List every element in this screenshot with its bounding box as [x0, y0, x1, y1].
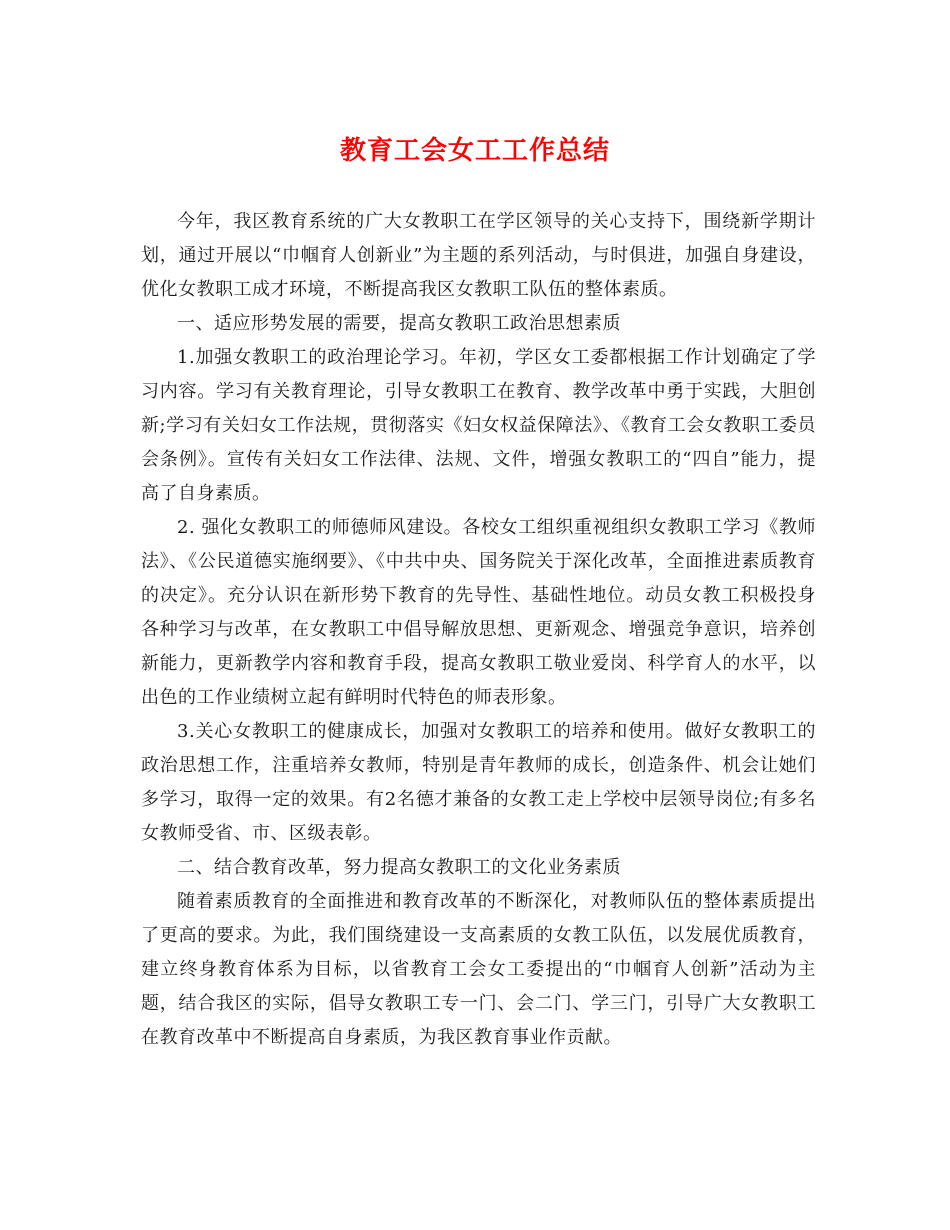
paragraph-intro: 今年，我区教育系统的广大女教职工在学区领导的关心支持下，围绕新学期计划，通过开展以“巾帼育人创新业”为主题的系列活动，与时俱进，加强自身建设，优化女教职工成才环境，不断提高我区女教职工队伍的整体素质。 — [141, 211, 816, 300]
paragraph-section-2: 随着素质教育的全面推进和教育改革的不断深化，对教师队伍的整体素质提出了更高的要求。为此，我们围绕建设一支高素质的女教工队伍，以发展优质教育，建立终身教育体系为目标，以省教育工会女工委提出的“巾帼育人创新”活动为主题，结合我区的实际，倡导女教职工专一门、会二门、学三门，引导广大女教职工在教育改革中不断提高自身素质，为我区教育事业作贡献。 — [141, 891, 816, 1048]
paragraph-item-1: 1.加强女教职工的政治理论学习。年初，学区女工委都根据工作计划确定了学习内容。学习有关教育理论，引导女教职工在教育、教学改革中勇于实践，大胆创新;学习有关妇女工作法规，贯彻落实《妇女权益保障法》、《教育工会女教职工委员会条例》。宣传有关妇女工作法律、法规、文件，增强女教职工的“四自”能力，提高了自身素质。 — [141, 347, 816, 504]
section-heading-2: 二、结合教育改革，努力提高女教职工的文化业务素质 — [177, 857, 621, 878]
document-title: 教育工会女工工作总结 — [339, 136, 610, 166]
section-heading-1: 一、适应形势发展的需要，提高女教职工政治思想素质 — [177, 313, 621, 334]
paragraph-item-2: 2. 强化女教职工的师德师风建设。各校女工组织重视组织女教职工学习《教师法》、《公民道德实施纲要》、《中共中央、国务院关于深化改革，全面推进素质教育的决定》。充分认识在新形势下教育的先导性、基础性地位。动员女教工积极投身各种学习与改革，在女教职工中倡导解放思想、更新观念、增强竞争意识，培养创新能力，更新教学内容和教育手段，提高女教职工敬业爱岗、科学育人的水平，以出色的工作业绩树立起有鲜明时代特色的师表形象。 — [141, 517, 816, 708]
document-body — [141, 205, 816, 1055]
paragraph-item-3: 3.关心女教职工的健康成长，加强对女教职工的培养和使用。做好女教职工的政治思想工作，注重培养女教师，特别是青年教师的成长，创造条件、机会让她们多学习，取得一定的效果。有2名德才兼备的女教工走上学校中层领导岗位;有多名女教师受省、市、区级表彰。 — [141, 721, 816, 844]
